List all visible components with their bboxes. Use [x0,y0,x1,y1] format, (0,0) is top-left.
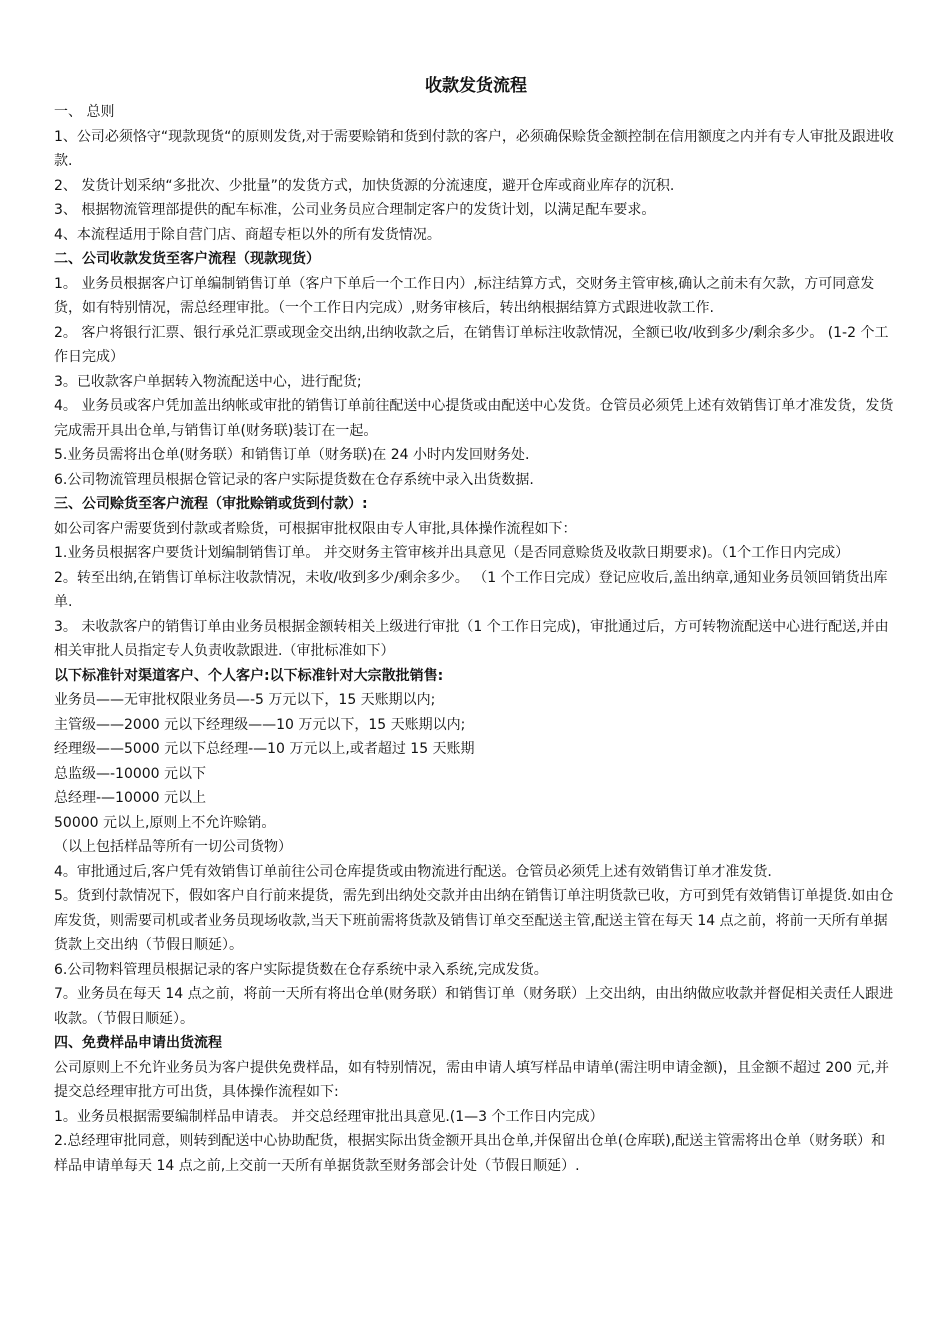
paragraph: 3、 根据物流管理部提供的配车标准，公司业务员应合理制定客户的发货计划，以满足配车要求。 [54,202,656,218]
section-heading: 四、免费样品申请出货流程 [54,1035,222,1051]
section-heading: 二、公司收款发货至客户流程（现款现货） [54,251,320,267]
document-title: 收款发货流程 [425,76,527,96]
paragraph: 2。 客户将银行汇票、银行承兑汇票或现金交出纳,出纳收款之后，在销售订单标注收款情况，全额已收/收到多少/剩余多少。 (1-2 个工作日完成） [54,324,889,365]
paragraph: 5.业务员需将出仓单(财务联）和销售订单（财务联)在 24 小时内发回财务处. [54,447,530,463]
paragraph: 如公司客户需要货到付款或者赊货，可根据审批权限由专人审批,具体操作流程如下： [54,520,577,537]
paragraph: 公司原则上不允许业务员为客户提供免费样品，如有特别情况，需由申请人填写样品申请单(需注明申请金额)，且金额不超过 200 元,并提交总经理审批方可出货，具体操作流程如下: [54,1059,889,1100]
paragraph: 一、 总则 [54,104,115,120]
paragraph: 6.公司物流管理员根据仓管记录的客户实际提货数在仓存系统中录入出货数据. [54,471,534,488]
paragraph: 总监级—-10000 元以下 [54,765,207,782]
paragraph: 4。审批通过后,客户凭有效销售订单前往公司仓库提货或由物流进行配送。仓管员必须凭上述有效销售订单才准发货. [54,863,772,880]
section-heading: 三、公司赊货至客户流程（审批赊销或货到付款）: [54,496,368,512]
paragraph: 50000 元以上,原则上不允许赊销。 [54,814,276,831]
paragraph: 5。货到付款情况下，假如客户自行前来提货，需先到出纳处交款并由出纳在销售订单注明货款已收，方可到凭有效销售订单提货.如由仓库发货，则需要司机或者业务员现场收款,当天下班前需将货款及销售订单交至配送主管,配送主管在每天 14 点之前，将前一天所有单据货款上交出纳（节假日顺延）。 [54,888,894,953]
document-body [54,100,898,1178]
paragraph: 业务员——无审批权限业务员—-5 万元以下，15 天账期以内; [54,692,436,708]
paragraph: 6.公司物料管理员根据记录的客户实际提货数在仓存系统中录入系统,完成发货。 [54,961,548,978]
paragraph: （以上包括样品等所有一切公司货物） [54,839,292,855]
paragraph: 2。转至出纳,在销售订单标注收款情况，未收/收到多少/剩余多少。 （1 个工作日完成）登记应收后,盖出纳章,通知业务员领回销货出库单. [54,569,888,610]
paragraph: 4。 业务员或客户凭加盖出纳帐或审批的销售订单前往配送中心提货或由配送中心发货。仓管员必须凭上述有效销售订单才准发货，发货完成需开具出仓单,与销售订单(财务联)装订在一起。 [54,398,894,439]
paragraph: 3。 未收款客户的销售订单由业务员根据金额转相关上级进行审批（1 个工作日完成)，审批通过后，方可转物流配送中心进行配送,并由相关审批人员指定专人负责收款跟进.（审批标准如下） [54,618,889,659]
paragraph: 1、公司必须恪守“现款现货“的原则发货,对于需要赊销和货到付款的客户，必须确保赊货金额控制在信用额度之内并有专人审批及跟进收款. [54,128,894,169]
document-page [54,72,898,1178]
paragraph: 7。业务员在每天 14 点之前，将前一天所有将出仓单(财务联）和销售订单（财务联）上交出纳，由出纳做应收款并督促相关责任人跟进收款。（节假日顺延）。 [54,986,894,1027]
paragraph: 3。已收款客户单据转入物流配送中心，进行配货; [54,373,362,390]
paragraph: 主管级——2000 元以下经理级——10 万元以下，15 天账期以内; [54,716,466,733]
paragraph: 1.业务员根据客户要货计划编制销售订单。 并交财务主管审核并出具意见（是否同意赊货及收款日期要求)。（1个工作日内完成） [54,545,850,561]
paragraph: 2、 发货计划采纳“多批次、少批量”的发货方式，加快货源的分流速度，避开仓库或商业库存的沉积. [54,177,675,194]
section-heading: 以下标准针对渠道客户、个人客户:以下标准针对大宗散批销售: [54,667,444,684]
paragraph: 2.总经理审批同意，则转到配送中心协助配货，根据实际出货金额开具出仓单,并保留出仓单(仓库联),配送主管需将出仓单（财务联）和样品申请单每天 14 点之前,上交前一天所有单据货款至财务部会计处（节假日顺延）. [54,1133,886,1174]
paragraph: 经理级——5000 元以下总经理-—10 万元以上,或者超过 15 天账期 [54,741,475,757]
paragraph: 4、本流程适用于除自营门店、商超专柜以外的所有发货情况。 [54,226,441,243]
paragraph: 1。 业务员根据客户订单编制销售订单（客户下单后一个工作日内）,标注结算方式，交财务主管审核,确认之前未有欠款，方可同意发货，如有特别情况，需总经理审批。（一个工作日内完成）,财务审核后，转出纳根据结算方式跟进收款工作. [54,275,875,316]
paragraph: 总经理-—10000 元以上 [54,790,207,806]
paragraph: 1。业务员根据需要编制样品申请表。 并交总经理审批出具意见.(1—3 个工作日内完成） [54,1108,604,1125]
